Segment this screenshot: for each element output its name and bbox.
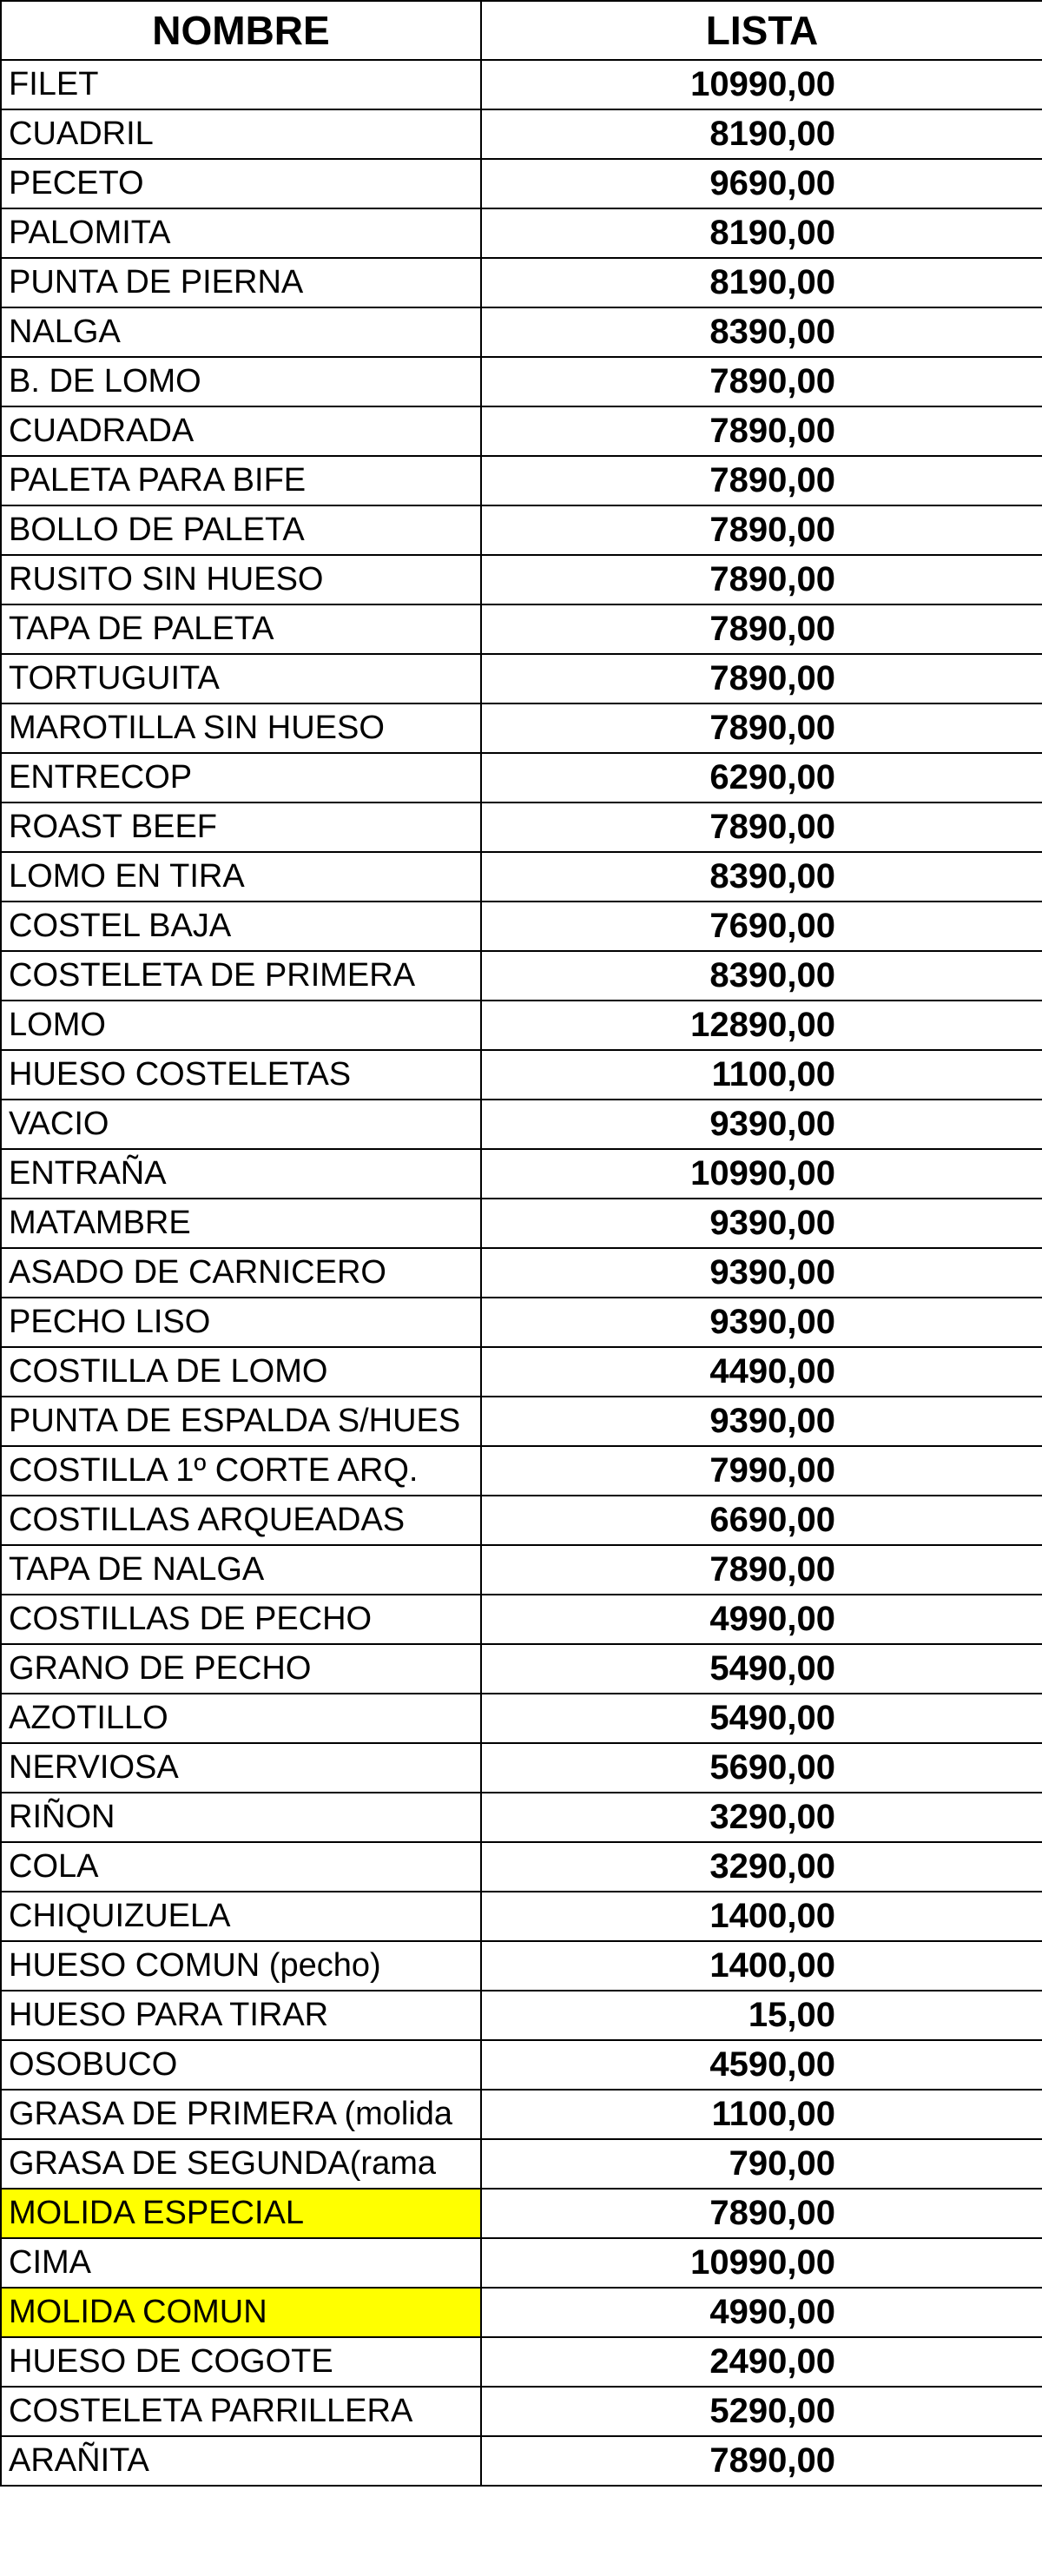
product-name-cell: ENTRECOP [1,753,481,803]
price-cell: 7890,00 [481,803,1042,852]
price-cell: 7990,00 [481,1446,1042,1496]
price-cell: 4990,00 [481,1595,1042,1644]
price-cell: 7890,00 [481,1545,1042,1595]
price-cell: 5490,00 [481,1644,1042,1694]
price-cell: 10990,00 [481,2238,1042,2288]
price-cell: 1100,00 [481,2090,1042,2139]
product-name-cell: B. DE LOMO [1,357,481,406]
header-row [1,1,1042,60]
price-cell: 9390,00 [481,1248,1042,1298]
table-row [1,1793,1042,1842]
product-name-cell: LOMO EN TIRA [1,852,481,902]
table-row [1,357,1042,406]
product-name-cell: VACIO [1,1100,481,1149]
product-name-cell: PALOMITA [1,208,481,258]
price-cell: 9390,00 [481,1199,1042,1248]
product-name-cell: CHIQUIZUELA [1,1892,481,1941]
price-cell: 5490,00 [481,1694,1042,1743]
table-row [1,1694,1042,1743]
table-row [1,1941,1042,1991]
product-name-cell: HUESO DE COGOTE [1,2337,481,2387]
product-name-cell: HUESO COMUN (pecho) [1,1941,481,1991]
product-name-cell: COSTILLAS ARQUEADAS [1,1496,481,1545]
product-name-cell: PUNTA DE PIERNA [1,258,481,307]
table-row [1,307,1042,357]
price-cell: 9390,00 [481,1298,1042,1347]
table-row [1,852,1042,902]
table-row [1,2337,1042,2387]
price-cell: 7890,00 [481,406,1042,456]
table-row [1,2238,1042,2288]
product-name-cell: RUSITO SIN HUESO [1,555,481,604]
price-cell: 9390,00 [481,1100,1042,1149]
product-name-cell: TORTUGUITA [1,654,481,703]
price-cell: 7890,00 [481,2436,1042,2486]
price-cell: 8190,00 [481,208,1042,258]
price-cell: 12890,00 [481,1001,1042,1050]
table-row [1,1248,1042,1298]
table-row [1,1298,1042,1347]
table-row [1,1545,1042,1595]
price-cell: 6690,00 [481,1496,1042,1545]
price-cell: 8390,00 [481,951,1042,1001]
product-name-cell: CIMA [1,2238,481,2288]
price-cell: 7890,00 [481,456,1042,505]
table-row [1,1050,1042,1100]
price-cell: 8190,00 [481,258,1042,307]
price-cell: 1400,00 [481,1892,1042,1941]
product-name-cell: OSOBUCO [1,2040,481,2090]
price-cell: 7890,00 [481,604,1042,654]
product-name-cell: ARAÑITA [1,2436,481,2486]
price-cell: 7890,00 [481,2189,1042,2238]
product-name-cell: COLA [1,1842,481,1892]
table-row [1,753,1042,803]
table-header [1,1,1042,60]
product-name-cell: GRASA DE SEGUNDA(rama [1,2139,481,2189]
column-header-lista: LISTA [481,1,1042,60]
product-name-cell: MOLIDA COMUN [1,2288,481,2337]
product-name-cell: BOLLO DE PALETA [1,505,481,555]
table-row [1,2090,1042,2139]
product-name-cell: FILET [1,60,481,109]
product-name-cell: CUADRIL [1,109,481,159]
product-name-cell: MAROTILLA SIN HUESO [1,703,481,753]
price-cell: 2490,00 [481,2337,1042,2387]
table-row [1,456,1042,505]
table-row [1,654,1042,703]
product-name-cell: AZOTILLO [1,1694,481,1743]
product-name-cell: MATAMBRE [1,1199,481,1248]
table-row [1,2387,1042,2436]
price-cell: 10990,00 [481,60,1042,109]
product-name-cell: PECETO [1,159,481,208]
price-cell: 3290,00 [481,1793,1042,1842]
table-row [1,555,1042,604]
table-row [1,1446,1042,1496]
price-cell: 7890,00 [481,555,1042,604]
table-row [1,2189,1042,2238]
table-row [1,703,1042,753]
table-row [1,1199,1042,1248]
price-cell: 7890,00 [481,357,1042,406]
price-cell: 8190,00 [481,109,1042,159]
price-cell: 7890,00 [481,654,1042,703]
price-cell: 8390,00 [481,307,1042,357]
table-row [1,2139,1042,2189]
table-row [1,1100,1042,1149]
price-cell: 1400,00 [481,1941,1042,1991]
product-name-cell: COSTELETA DE PRIMERA [1,951,481,1001]
product-name-cell: CUADRADA [1,406,481,456]
table-row [1,2288,1042,2337]
table-row [1,2436,1042,2486]
table-row [1,208,1042,258]
product-name-cell: COSTILLA 1º CORTE ARQ. [1,1446,481,1496]
table-row [1,1644,1042,1694]
product-name-cell: LOMO [1,1001,481,1050]
table-row [1,604,1042,654]
table-row [1,1347,1042,1397]
product-name-cell: HUESO COSTELETAS [1,1050,481,1100]
price-cell: 1100,00 [481,1050,1042,1100]
price-cell: 7890,00 [481,505,1042,555]
table-body [1,60,1042,2486]
product-name-cell: COSTEL BAJA [1,902,481,951]
product-name-cell: COSTELETA PARRILLERA [1,2387,481,2436]
product-name-cell: PUNTA DE ESPALDA S/HUES [1,1397,481,1446]
table-row [1,1892,1042,1941]
product-name-cell: COSTILLAS DE PECHO [1,1595,481,1644]
product-name-cell: GRASA DE PRIMERA (molida [1,2090,481,2139]
product-name-cell: GRANO DE PECHO [1,1644,481,1694]
price-cell: 10990,00 [481,1149,1042,1199]
table-row [1,1149,1042,1199]
price-cell: 6290,00 [481,753,1042,803]
column-header-nombre: NOMBRE [1,1,481,60]
table-row [1,258,1042,307]
table-row [1,902,1042,951]
table-row [1,1496,1042,1545]
price-cell: 7690,00 [481,902,1042,951]
product-name-cell: MOLIDA ESPECIAL [1,2189,481,2238]
price-cell: 4990,00 [481,2288,1042,2337]
price-cell: 5290,00 [481,2387,1042,2436]
product-name-cell: COSTILLA DE LOMO [1,1347,481,1397]
table-row [1,1397,1042,1446]
product-name-cell: ASADO DE CARNICERO [1,1248,481,1298]
price-cell: 5690,00 [481,1743,1042,1793]
table-row [1,1001,1042,1050]
price-cell: 9390,00 [481,1397,1042,1446]
product-name-cell: PECHO LISO [1,1298,481,1347]
product-name-cell: PALETA PARA BIFE [1,456,481,505]
table-row [1,159,1042,208]
table-row [1,1842,1042,1892]
price-cell: 4590,00 [481,2040,1042,2090]
product-name-cell: ROAST BEEF [1,803,481,852]
product-name-cell: NALGA [1,307,481,357]
table-row [1,1743,1042,1793]
price-cell: 9690,00 [481,159,1042,208]
price-cell: 7890,00 [481,703,1042,753]
table-row [1,1991,1042,2040]
price-cell: 4490,00 [481,1347,1042,1397]
product-name-cell: NERVIOSA [1,1743,481,1793]
table-row [1,1595,1042,1644]
table-row [1,406,1042,456]
table-row [1,2040,1042,2090]
price-cell: 8390,00 [481,852,1042,902]
price-cell: 790,00 [481,2139,1042,2189]
product-name-cell: RIÑON [1,1793,481,1842]
product-name-cell: TAPA DE PALETA [1,604,481,654]
product-name-cell: TAPA DE NALGA [1,1545,481,1595]
product-name-cell: ENTRAÑA [1,1149,481,1199]
table-row [1,951,1042,1001]
price-cell: 15,00 [481,1991,1042,2040]
table-row [1,803,1042,852]
table-row [1,109,1042,159]
table-row [1,60,1042,109]
price-cell: 3290,00 [481,1842,1042,1892]
table-row [1,505,1042,555]
product-name-cell: HUESO PARA TIRAR [1,1991,481,2040]
